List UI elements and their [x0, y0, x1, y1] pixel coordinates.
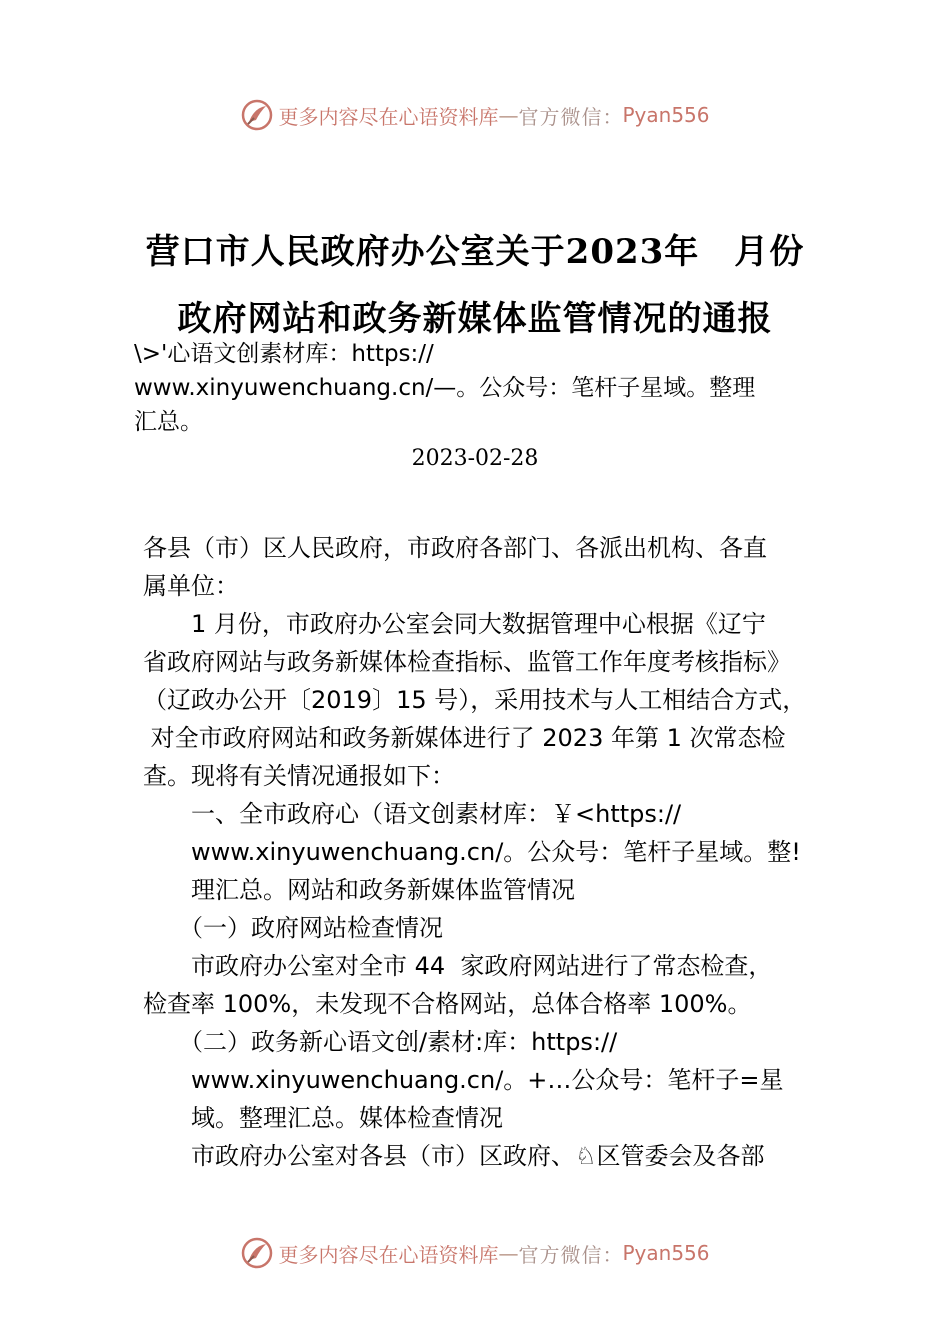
watermark-wechat-id: Pyan556 [622, 103, 710, 127]
document-title-line2: 政府网站和政务新媒体监管情况的通报 [177, 299, 773, 339]
body-line: 市政府办公室对全市 44 家政府网站进行了常态检查， [143, 952, 773, 980]
watermark-dash: — [498, 1241, 519, 1265]
body-line: 理汇总。网站和政务新媒体监管情况 [143, 876, 575, 904]
watermark-wechat-id: Pyan556 [622, 1241, 710, 1265]
watermark-header [0, 95, 950, 135]
watermark-dash: — [498, 103, 519, 127]
source-note-line: www.xinyuwenchuang.cn/—。公众号：笔杆子星域。整理 [134, 375, 756, 401]
body-line: 域。整理汇总。媒体检查情况 [143, 1104, 503, 1132]
body-line: www.xinyuwenchuang.cn/。公众号：笔杆子星域。整! [143, 838, 801, 866]
brush-logo-icon [240, 98, 274, 132]
document-title-line1: 营口市人民政府办公室关于2023年 月份 [145, 232, 805, 272]
body-line: 查。现将有关情况通报如下： [143, 762, 455, 790]
body-line: （辽政办公开〔2019〕15 号），采用技术与人工相结合方式， [143, 686, 807, 714]
brush-logo-icon [240, 1236, 274, 1270]
body-line: 一、全市政府心（语文创素材库：￥<https:// [143, 800, 682, 828]
watermark-separator: ： [602, 1242, 623, 1267]
body-line: 1 月份，市政府办公室会同大数据管理中心根据《辽宁 [143, 610, 766, 638]
body-line: 检查率 100%，未发现不合格网站，总体合格率 100%。 [143, 990, 752, 1018]
watermark-footer [0, 1233, 950, 1273]
document-body [143, 529, 863, 1175]
body-line: （二）政务新心语文创/素材:库：https:// [143, 1028, 618, 1056]
source-note-line: 汇总。 [134, 409, 203, 435]
source-note-line: \>'心语文创素材库：https:// [134, 341, 434, 367]
watermark-wechat-label: 官方微信 [518, 104, 603, 129]
body-line: 各县（市）区人民政府，市政府各部门、各派出机构、各直 [143, 534, 767, 562]
body-line: （一）政府网站检查情况 [143, 914, 443, 942]
source-note [134, 337, 854, 439]
watermark-brand: 更多内容尽在心语资料库 [278, 1242, 499, 1267]
body-line: 对全市政府网站和政务新媒体进行了 2023 年第 1 次常态检 [143, 724, 786, 752]
body-line: 省政府网站与政务新媒体检查指标、监管工作年度考核指标》 [143, 648, 791, 676]
watermark-separator: ： [602, 104, 623, 129]
body-line: 属单位： [143, 572, 239, 600]
watermark-brand: 更多内容尽在心语资料库 [278, 104, 499, 129]
watermark-wechat-label: 官方微信 [518, 1242, 603, 1267]
document-date: 2023-02-28 [411, 446, 539, 471]
body-line: www.xinyuwenchuang.cn/。+…公众号：笔杆子=星 [143, 1066, 784, 1094]
body-line: 市政府办公室对各县（市）区政府、♘区管委会及各部 [143, 1142, 765, 1170]
